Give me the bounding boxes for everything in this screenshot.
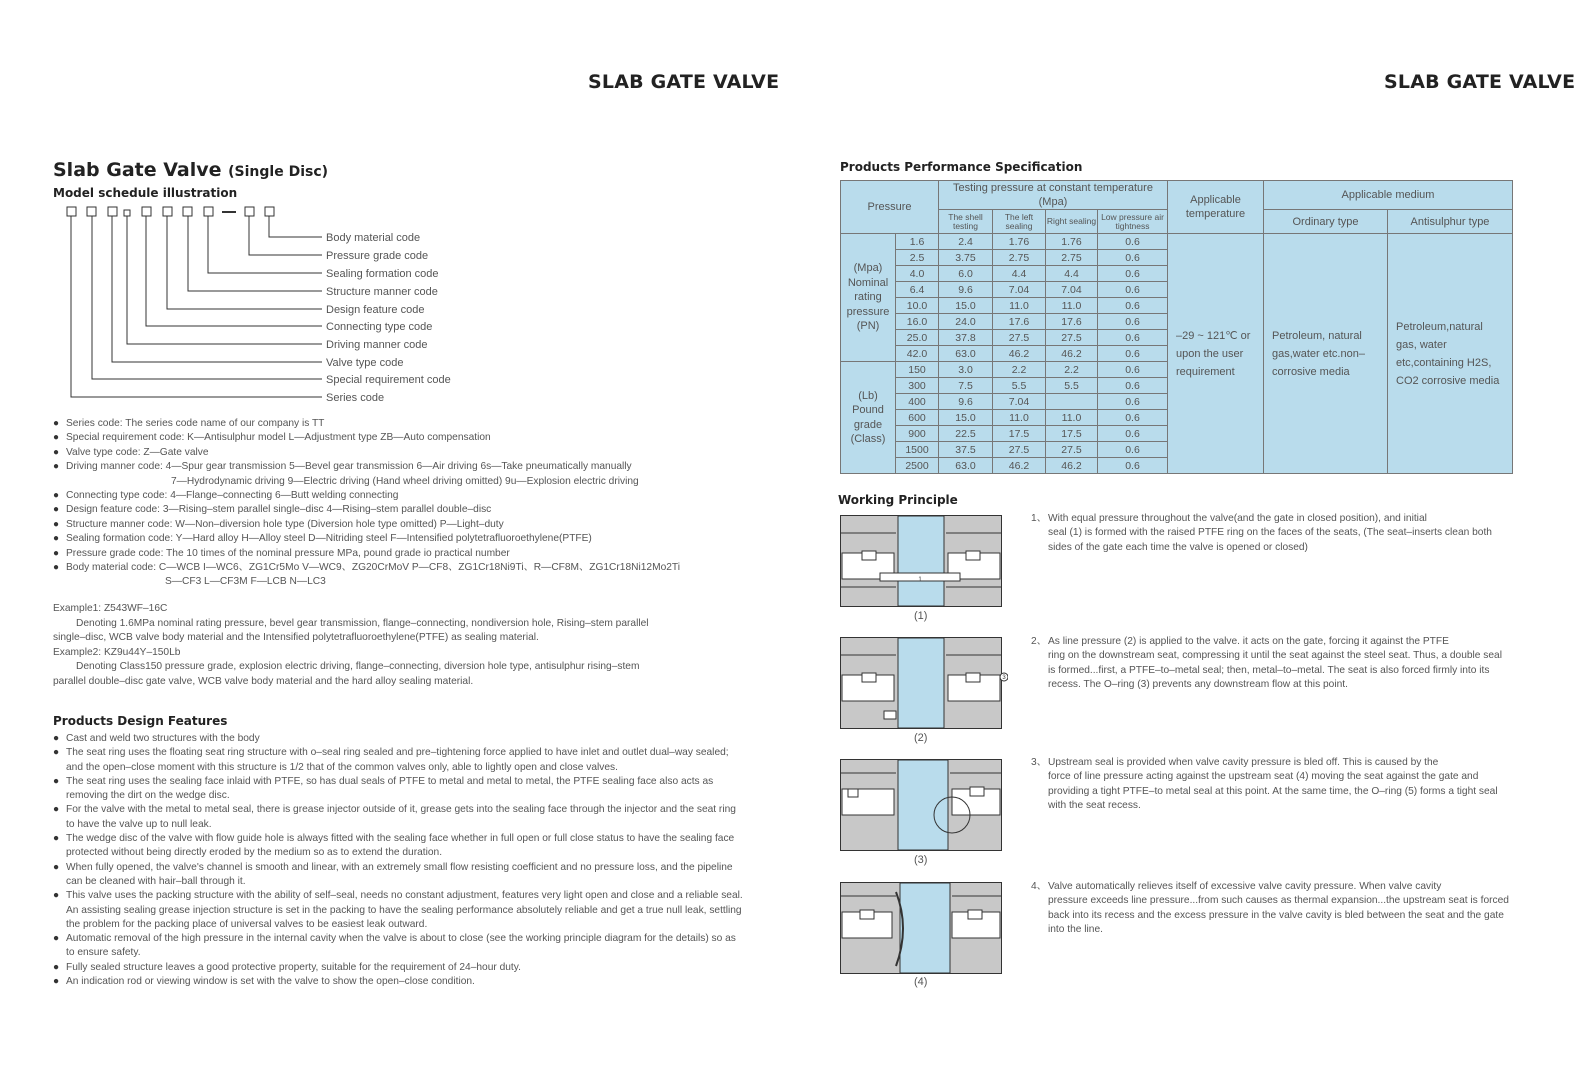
table-cell: 0.6	[1098, 346, 1168, 362]
table-cell: 11.0	[1046, 298, 1098, 314]
model-label: Pressure grade code	[326, 250, 429, 262]
table-cell: 0.6	[1098, 250, 1168, 266]
table-cell: 900	[896, 426, 939, 442]
table-cell: 46.2	[993, 346, 1046, 362]
medium-ordinary: Petroleum, natural gas,water etc.non–corrosive media	[1264, 234, 1388, 474]
example-text: Denoting Class150 pressure grade, explosion electric driving, flange–connecting, diversion hole type, antisulphur rising–stem	[76, 661, 640, 673]
table-row	[841, 234, 1513, 250]
table-cell: 11.0	[993, 410, 1046, 426]
table-cell: 600	[896, 410, 939, 426]
feature-item: ● The seat ring uses the sealing face inlaid with PTFE, so has dual seals of PTFE to metal and metal to metal, the PTFE sealing face also acts as removing the dirt on the wedge disc.	[53, 775, 714, 802]
header-testing: Testing pressure at constant temperature (Mpa)	[939, 181, 1168, 210]
table-cell: 0.6	[1098, 234, 1168, 250]
table-cell: 2.2	[993, 362, 1046, 378]
code-item: ● Series code: The series code name of our company is TT	[53, 417, 680, 431]
header-ordinary: Ordinary type	[1264, 210, 1388, 234]
feature-item: ● Fully sealed structure leaves a good protective property, suitable for the requirement of 24–hour duty.	[53, 961, 521, 973]
model-label: Structure manner code	[326, 286, 438, 298]
working-diagram-2	[840, 637, 1008, 729]
model-label: Series code	[326, 392, 385, 404]
table-cell: 4.4	[1046, 266, 1098, 282]
table-cell: 0.6	[1098, 314, 1168, 330]
table-cell: 0.6	[1098, 458, 1168, 474]
code-item: ● Valve type code: Z—Gate valve	[53, 446, 680, 460]
table-cell: 2.2	[1046, 362, 1098, 378]
page-header-right: SLAB GATE VALVE	[1384, 71, 1576, 93]
table-cell: 300	[896, 378, 939, 394]
features-title: Products Design Features	[53, 714, 228, 728]
table-cell: 63.0	[939, 346, 993, 362]
spec-table	[840, 180, 1513, 474]
table-cell: 11.0	[993, 298, 1046, 314]
table-cell: 46.2	[1046, 346, 1098, 362]
working-step: 2、As line pressure (2) is applied to the valve. it acts on the gate, forcing it against the PTFE ring on the downstream seat, compressing it until the seat against the steel seat. Thus, a double seal is formed...first, a PTFE–to–metal seal; then, metal–to–metal. The seat is also forced firmly into its recess. The O–ring (3) prevents any downstream flow at this point.	[1031, 636, 1502, 691]
table-cell: 9.6	[939, 394, 993, 410]
code-item-continuation: 7—Hydrodynamic driving 9—Electric driving (Hand wheel driving omitted) 9u—Explosion electric driving	[171, 475, 639, 487]
table-cell: 9.6	[939, 282, 993, 298]
table-cell: 15.0	[939, 410, 993, 426]
table-cell: 2.4	[939, 234, 993, 250]
code-item: ● Driving manner code: 4—Spur gear transmission 5—Bevel gear transmission 6—Air driving 6s—Take pneumatically manually	[53, 460, 680, 474]
table-cell: 7.5	[939, 378, 993, 394]
table-cell: 22.5	[939, 426, 993, 442]
examples	[53, 602, 743, 690]
model-subtitle: Model schedule illustration	[53, 186, 238, 200]
table-cell: 2500	[896, 458, 939, 474]
table-cell: 37.5	[939, 442, 993, 458]
spec-title: Products Performance Specification	[840, 160, 1083, 174]
feature-item: ● When fully opened, the valve's channel is smooth and linear, with an extremely small flow resisting coefficient and no pressure loss, and the pipeline can be cleaned with hair–ball through it.	[53, 861, 733, 887]
medium-temp: –29 ~ 121℃ or upon the user requirement	[1168, 234, 1264, 474]
example-title: Example2: KZ9u44Y–150Lb	[53, 646, 181, 658]
table-cell: 2.75	[1046, 250, 1098, 266]
diagram-caption: (4)	[914, 976, 928, 988]
working-step: 1、With equal pressure throughout the valve(and the gate in closed position), and initial seal (1) is formed with the raised PTFE ring on the faces of the seats, (The seat–inserts clean both sides of the gate each time the valve is opened or closed)	[1031, 513, 1492, 553]
table-cell: 27.5	[1046, 442, 1098, 458]
model-label: Sealing formation code	[326, 268, 439, 280]
feature-item: ● An indication rod or viewing window is set with the valve to show the open–close condition.	[53, 976, 475, 988]
header-right-sealing: Right sealing	[1046, 210, 1098, 234]
table-cell: 0.6	[1098, 378, 1168, 394]
feature-item: ● For the valve with the metal to metal seal, there is grease injector outside of it, grease gets into the sealing face through the injector and the seat ring to have the valve up to null leak.	[53, 804, 736, 830]
table-cell: 0.6	[1098, 298, 1168, 314]
diagram-mark: 1	[918, 577, 922, 583]
diagram-caption: (1)	[914, 610, 928, 622]
table-cell: 37.8	[939, 330, 993, 346]
model-schedule-diagram	[60, 205, 480, 410]
table-cell: 6.0	[939, 266, 993, 282]
features-list	[53, 732, 743, 989]
table-cell: 1500	[896, 442, 939, 458]
table-cell: 25.0	[896, 330, 939, 346]
model-label: Driving manner code	[326, 339, 428, 351]
code-item: ● Design feature code: 3—Rising–stem parallel single–disc 4—Rising–stem parallel double–disc	[53, 503, 680, 517]
model-label: Connecting type code	[326, 321, 433, 333]
example-text: single–disc, WCB valve body material and the Intensified polytetrafluoroethylene(PTFE) as sealing material.	[53, 632, 539, 644]
title-suffix: (Single Disc)	[228, 164, 329, 180]
feature-item: ● The seat ring uses the floating seat ring structure with o–seal ring sealed and pre–tightening force applied to have inlet and outlet dual–way sealed; and the open–close moment with this structure is 1/2 that of the common valves only, able to lightly open and close valves.	[53, 747, 729, 773]
header-pressure: Pressure	[841, 181, 939, 234]
feature-item: ● This valve uses the packing structure with the ability of self–seal, needs no constant adjustment, features very light open and close and a reliable seal. An assisting sealing grease injection structure is set in the packing to have the sealing performance absolutely reliable and get a true null leak, settling the problem for the packing place of universal valves to be easiest leak outward.	[53, 890, 743, 930]
table-cell: 15.0	[939, 298, 993, 314]
table-cell: 0.6	[1098, 362, 1168, 378]
table-cell: 1.6	[896, 234, 939, 250]
table-cell: 4.4	[993, 266, 1046, 282]
table-cell: 6.4	[896, 282, 939, 298]
model-label: Special requirement code	[326, 374, 451, 386]
table-cell: 17.6	[993, 314, 1046, 330]
example-text: parallel double–disc gate valve, WCB valve body material and the hard alloy sealing material.	[53, 675, 474, 687]
table-cell	[1046, 394, 1098, 410]
table-cell: 10.0	[896, 298, 939, 314]
table-cell: 1.76	[993, 234, 1046, 250]
title-main: Slab Gate Valve	[53, 159, 222, 181]
code-list	[53, 417, 680, 590]
header-medium: Applicable medium	[1264, 181, 1513, 210]
table-cell: 63.0	[939, 458, 993, 474]
diagram-caption: (2)	[914, 732, 928, 744]
page-header-left: SLAB GATE VALVE	[588, 71, 780, 93]
table-cell: 4.0	[896, 266, 939, 282]
header-low-pressure: Low pressure air tightness	[1098, 210, 1168, 234]
table-cell: 0.6	[1098, 394, 1168, 410]
example-text: Denoting 1.6MPa nominal rating pressure, bevel gear transmission, flange–connecting, nondiversion hole, Rising–stem parallel	[76, 617, 649, 629]
diagram-mark: 3	[1002, 675, 1006, 681]
table-cell: 3.0	[939, 362, 993, 378]
feature-item: ● The wedge disc of the valve with flow guide hole is always fitted with the sealing face whether in full open or full close status to have the sealing face protected without being directly eroded by the medium so as to extend the duration.	[53, 833, 735, 859]
header-shell: The shell testing	[939, 210, 993, 234]
code-item: ● Special requirement code: K—Antisulphur model L—Adjustment type ZB—Auto compensation	[53, 431, 680, 445]
header-left-sealing: The left sealing	[993, 210, 1046, 234]
table-cell: 5.5	[1046, 378, 1098, 394]
table-cell: 17.5	[1046, 426, 1098, 442]
feature-item: ● Automatic removal of the high pressure in the internal cavity when the valve is about to close (see the working principle diagram for the details) so as to ensure safety.	[53, 933, 736, 959]
code-item: ● Body material code: C—WCB I—WC6、ZG1Cr5Mo V—WC9、ZG20CrMoV P—CF8、ZG1Cr18Ni9Ti、R—CF8M、ZG1Cr18Ni12Mo2Ti	[53, 561, 680, 575]
table-cell: 46.2	[1046, 458, 1098, 474]
working-step: 4、Valve automatically relieves itself of excessive valve cavity pressure. When valve cavity pressure exceeds line pressure...from such causes as thermal expansion...the upstream seat is forced back into its recess and the excess pressure in the valve cavity is bled between the seat and the gate into the line.	[1031, 881, 1509, 936]
example-title: Example1: Z543WF–16C	[53, 603, 168, 614]
table-cell: 27.5	[1046, 330, 1098, 346]
table-cell: 27.5	[993, 330, 1046, 346]
table-cell: 7.04	[993, 282, 1046, 298]
code-item: ● Sealing formation code: Y—Hard alloy H—Alloy steel D—Nitriding steel F—Intensified polytetrafluoroethylene(PTFE)	[53, 532, 680, 546]
table-cell: 42.0	[896, 346, 939, 362]
table-cell: 24.0	[939, 314, 993, 330]
code-item: ● Pressure grade code: The 10 times of the nominal pressure MPa, pound grade io practical number	[53, 547, 680, 561]
table-cell: 0.6	[1098, 442, 1168, 458]
table-cell: 0.6	[1098, 426, 1168, 442]
table-cell: 400	[896, 394, 939, 410]
table-cell: 3.75	[939, 250, 993, 266]
table-cell: 46.2	[993, 458, 1046, 474]
table-cell: 1.76	[1046, 234, 1098, 250]
working-step: 3、Upstream seal is provided when valve cavity pressure is bled off. This is caused by the force of line pressure acting against the upstream seat (4) moving the seat against the gate and providing a tight PTFE–to metal seal at this point. At the same time, the O–ring (5) forms a tight seal with the seat recess.	[1031, 757, 1498, 812]
table-cell: 2.75	[993, 250, 1046, 266]
working-diagram-4	[840, 882, 1002, 974]
table-cell: 0.6	[1098, 330, 1168, 346]
model-label: Valve type code	[326, 357, 404, 369]
table-cell: 27.5	[993, 442, 1046, 458]
table-cell: 11.0	[1046, 410, 1098, 426]
header-temperature: Applicable temperature	[1168, 181, 1264, 234]
page-title	[53, 159, 328, 181]
table-cell: 0.6	[1098, 410, 1168, 426]
table-cell: 2.5	[896, 250, 939, 266]
model-label: Body material code	[326, 232, 421, 244]
medium-antisulphur: Petroleum,natural gas, water etc,containing H2S, CO2 corrosive media	[1388, 234, 1513, 474]
table-cell: 7.04	[1046, 282, 1098, 298]
code-item: ● Connecting type code: 4—Flange–connecting 6—Butt welding connecting	[53, 489, 680, 503]
header-antisulphur: Antisulphur type	[1388, 210, 1513, 234]
working-diagram-1	[840, 515, 1002, 607]
table-cell: 17.6	[1046, 314, 1098, 330]
model-label: Design feature code	[326, 304, 425, 316]
feature-item: ● Cast and weld two structures with the body	[53, 733, 260, 744]
table-cell: 16.0	[896, 314, 939, 330]
working-title: Working Principle	[838, 493, 958, 507]
group-lb: (Lb) Pound grade (Class)	[841, 362, 896, 474]
table-cell: 150	[896, 362, 939, 378]
code-item: ● Structure manner code: W—Non–diversion hole type (Diversion hole type omitted) P—Light–duty	[53, 518, 680, 532]
table-cell: 17.5	[993, 426, 1046, 442]
diagram-caption: (3)	[914, 854, 928, 866]
table-cell: 7.04	[993, 394, 1046, 410]
table-cell: 0.6	[1098, 282, 1168, 298]
table-cell: 5.5	[993, 378, 1046, 394]
code-item-continuation: S—CF3 L—CF3M F—LCB N—LC3	[165, 576, 326, 588]
group-mpa: (Mpa) Nominal rating pressure (PN)	[841, 234, 896, 362]
table-cell: 0.6	[1098, 266, 1168, 282]
working-diagram-3	[840, 759, 1002, 851]
